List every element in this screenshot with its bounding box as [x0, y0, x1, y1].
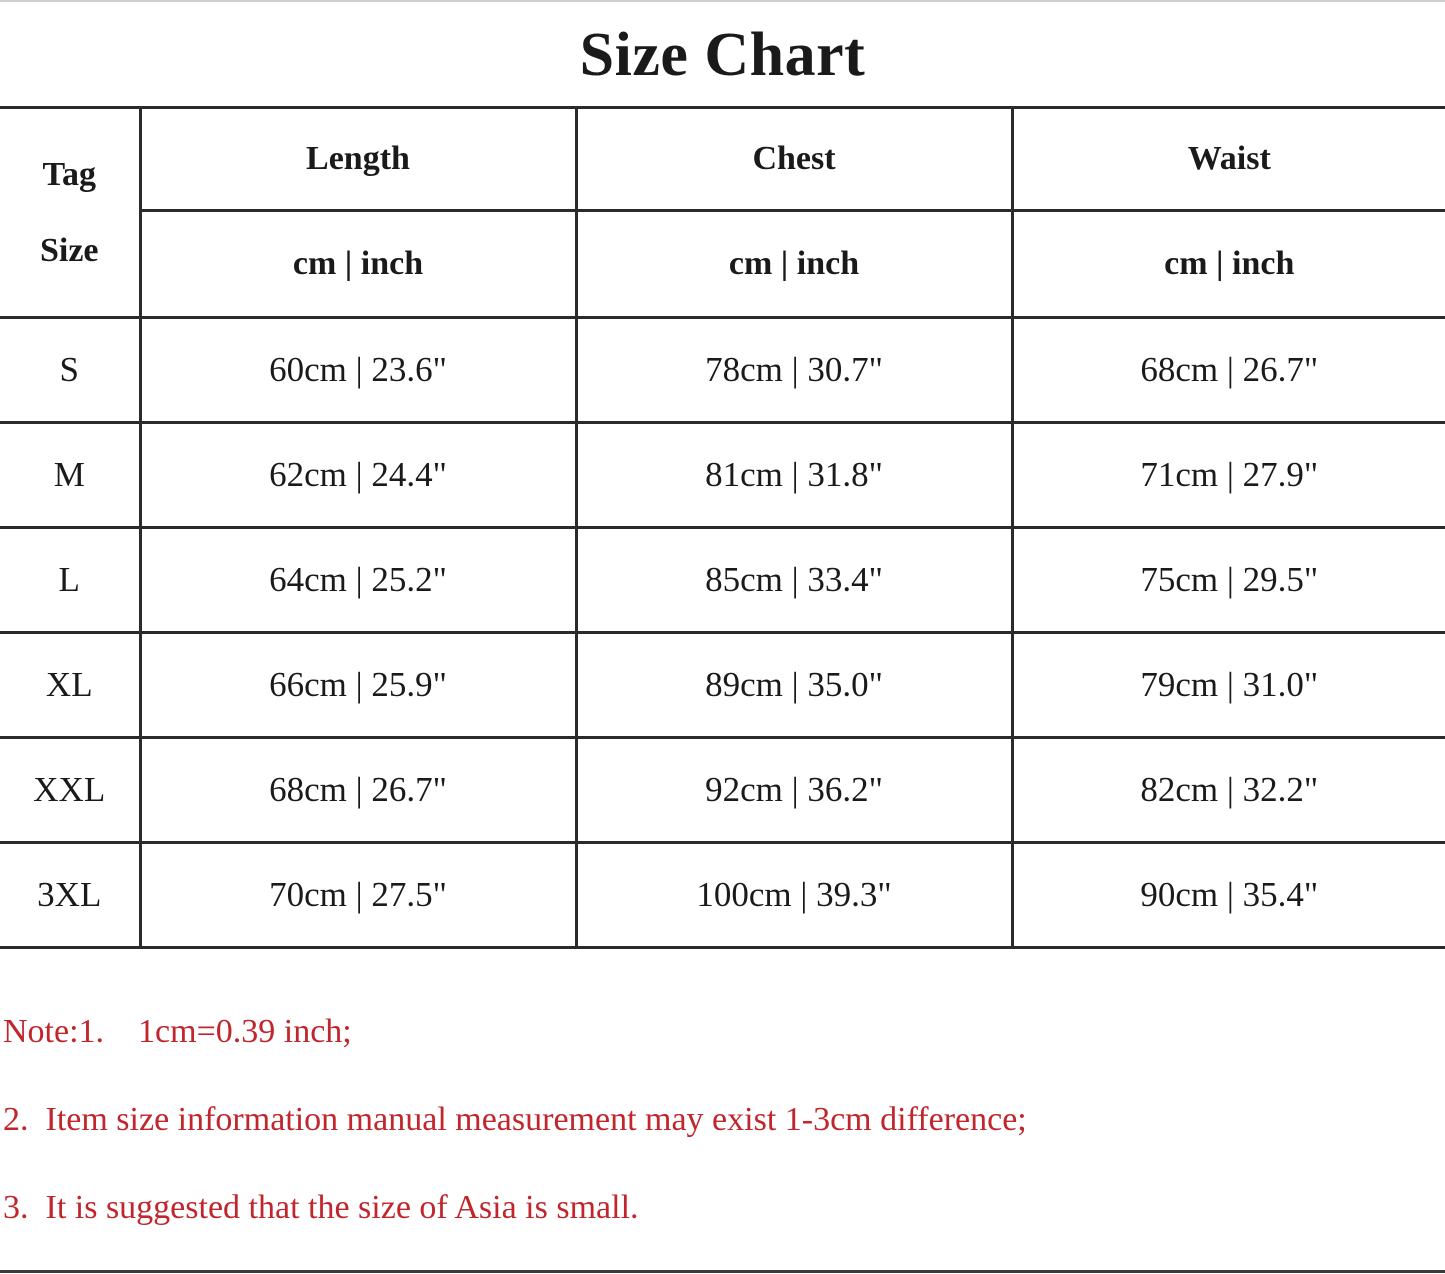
column-header-chest: Chest	[576, 108, 1012, 211]
tag-header-line2: Size	[39, 231, 99, 269]
size-chart-table	[0, 106, 1445, 949]
header-row-names	[0, 108, 1445, 211]
table-row	[0, 738, 1445, 843]
size-label: 3XL	[0, 843, 140, 948]
unit-header-waist: cm | inch	[1012, 211, 1445, 318]
chest-value: 81cm | 31.8"	[576, 423, 1012, 528]
length-value: 68cm | 26.7"	[140, 738, 576, 843]
waist-value: 71cm | 27.9"	[1012, 423, 1445, 528]
length-value: 70cm | 27.5"	[140, 843, 576, 948]
unit-header-length: cm | inch	[140, 211, 576, 318]
length-value: 66cm | 25.9"	[140, 633, 576, 738]
chest-value: 100cm | 39.3"	[576, 843, 1012, 948]
table-row	[0, 318, 1445, 423]
waist-value: 79cm | 31.0"	[1012, 633, 1445, 738]
table-row	[0, 843, 1445, 948]
chest-value: 92cm | 36.2"	[576, 738, 1012, 843]
chest-value: 89cm | 35.0"	[576, 633, 1012, 738]
note-line-2: 2. Item size information manual measurement may exist 1-3cm difference;	[3, 1101, 1027, 1138]
tag-size-header	[0, 108, 140, 318]
table-row	[0, 633, 1445, 738]
top-divider	[0, 0, 1445, 2]
length-value: 64cm | 25.2"	[140, 528, 576, 633]
page-title: Size Chart	[579, 21, 866, 89]
tag-header-line1: Tag	[42, 155, 97, 193]
size-label: L	[0, 528, 140, 633]
size-label: M	[0, 423, 140, 528]
column-header-waist: Waist	[1012, 108, 1445, 211]
size-label: S	[0, 318, 140, 423]
unit-header-chest: cm | inch	[576, 211, 1012, 318]
size-label: XL	[0, 633, 140, 738]
length-value: 60cm | 23.6"	[140, 318, 576, 423]
note-line-3: 3. It is suggested that the size of Asia is small.	[3, 1189, 639, 1226]
note-line-1: Note:1. 1cm=0.39 inch;	[3, 1013, 352, 1050]
waist-value: 75cm | 29.5"	[1012, 528, 1445, 633]
waist-value: 82cm | 32.2"	[1012, 738, 1445, 843]
waist-value: 68cm | 26.7"	[1012, 318, 1445, 423]
chest-value: 78cm | 30.7"	[576, 318, 1012, 423]
table-row	[0, 528, 1445, 633]
waist-value: 90cm | 35.4"	[1012, 843, 1445, 948]
header-row-units	[0, 211, 1445, 318]
column-header-length: Length	[140, 108, 576, 211]
table-row	[0, 423, 1445, 528]
chest-value: 85cm | 33.4"	[576, 528, 1012, 633]
bottom-divider	[0, 1270, 1445, 1273]
length-value: 62cm | 24.4"	[140, 423, 576, 528]
size-label: XXL	[0, 738, 140, 843]
